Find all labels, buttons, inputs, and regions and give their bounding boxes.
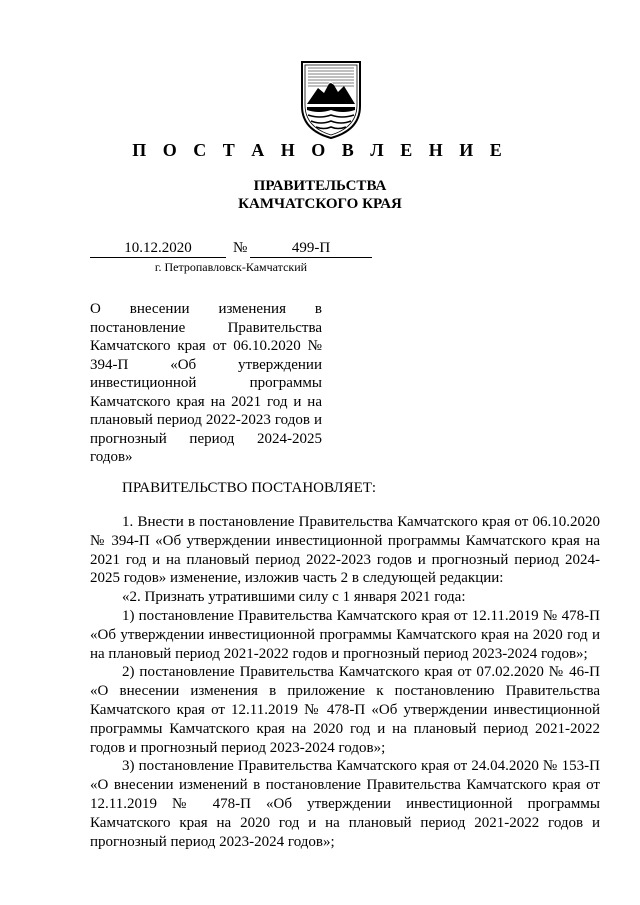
- document-subject: О внесении изменения в постановление Правительства Камчатского края от 06.10.2020 № 394-П «Об утверждении инвестиционной программы Камчатского края на 2021 год и на плановый период 2022-2023 годов и прогнозный период 2024-2025 годов»: [90, 301, 322, 465]
- registration-row: [90, 240, 372, 260]
- paragraph: 3) постановление Правительства Камчатского края от 24.04.2020 № 153-П «О внесении изменений в постановление Правительства Камчатского края от 12.11.2019 № 478-П «Об утверждении инвестиционной программы Камчатского края на 2020 год и на плановый период 2021-2022 годов и прогнозный период 2023-2024 годов»;: [90, 758, 600, 850]
- document-title: П О С Т А Н О В Л Е Н И Е: [132, 140, 508, 160]
- kamchatka-coat-of-arms-icon: [298, 58, 364, 140]
- paragraph: 1. Внести в постановление Правительства Камчатского края от 06.10.2020 № 394-П «Об утверждении инвестиционной программы Камчатского края на 2021 год и на плановый период 2022-2023 годов и прогнозный период 2024-2025 годов» изменение, изложив часть 2 в следующей редакции:: [90, 514, 600, 587]
- city-name: г. Петропавловск-Камчатский: [154, 260, 308, 274]
- paragraph: «2. Признать утратившими силу с 1 января 2021 года:: [122, 589, 466, 606]
- paragraph: 2) постановление Правительства Камчатского края от 07.02.2020 № 46-П «О внесении изменения в приложение к постановлению Правительства Камчатского края от 12.11.2019 № 478-П «Об утверждении инвестиционной программы Камчатского края на 2020 год и на плановый период 2021-2022 годов и прогнозный период 2023-2024 годов»;: [90, 664, 600, 756]
- resolves-heading: ПРАВИТЕЛЬСТВО ПОСТАНОВЛЯЕТ:: [122, 480, 377, 496]
- document-body: [90, 513, 600, 851]
- government-name-line1: ПРАВИТЕЛЬСТВА: [253, 178, 387, 194]
- document-number: 499-П: [250, 240, 372, 258]
- number-sign: №: [233, 240, 248, 256]
- government-name-line2: КАМЧАТСКОГО КРАЯ: [238, 196, 402, 212]
- document-date: 10.12.2020: [90, 240, 226, 258]
- paragraph: 1) постановление Правительства Камчатского края от 12.11.2019 № 478-П «Об утверждении инвестиционной программы Камчатского края на 2020 год и на плановый период 2021-2022 годов и прогнозный период 2023-2024 годов»;: [90, 607, 600, 662]
